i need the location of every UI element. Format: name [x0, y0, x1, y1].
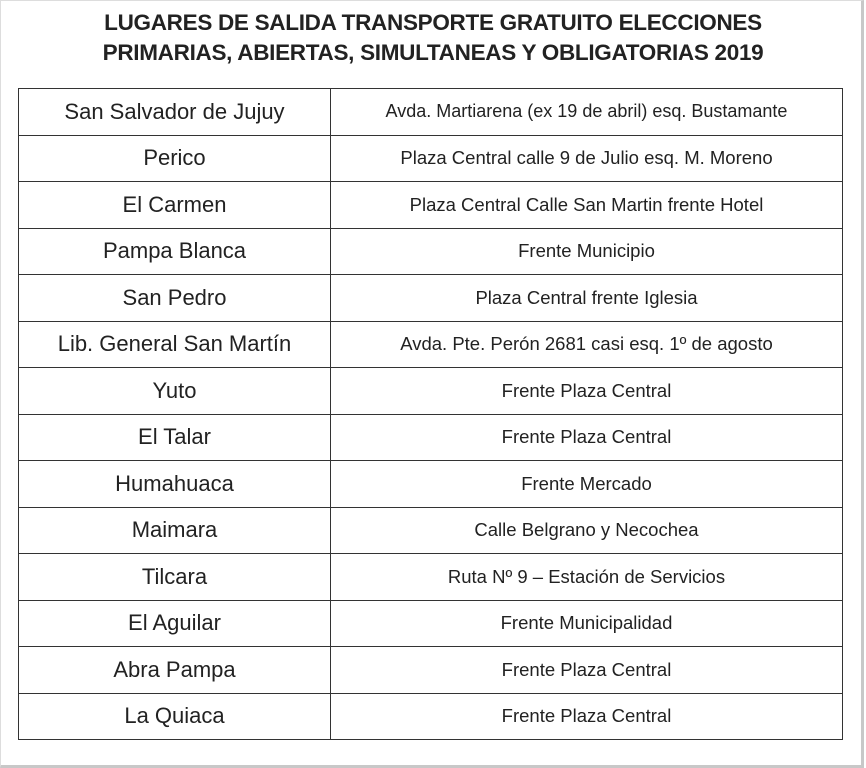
title-line-2: PRIMARIAS, ABIERTAS, SIMULTANEAS Y OBLIGATORIAS 2019: [102, 40, 764, 65]
place-cell: Tilcara: [19, 554, 331, 601]
table-row: [19, 368, 843, 415]
departure-locations-table: [18, 88, 843, 740]
location-cell: Frente Mercado: [331, 461, 843, 508]
location-cell: Plaza Central Calle San Martin frente Hotel: [331, 182, 843, 229]
place-cell: Humahuaca: [19, 461, 331, 508]
location-cell: Frente Plaza Central: [331, 414, 843, 461]
place-cell: Lib. General San Martín: [19, 321, 331, 368]
table-row: [19, 647, 843, 694]
place-cell: El Aguilar: [19, 600, 331, 647]
location-cell: Frente Municipalidad: [331, 600, 843, 647]
document-title: [0, 8, 866, 68]
table-row: [19, 461, 843, 508]
place-cell: El Talar: [19, 414, 331, 461]
location-cell: Plaza Central frente Iglesia: [331, 275, 843, 322]
table-row: [19, 182, 843, 229]
table-row: [19, 600, 843, 647]
location-cell: Avda. Martiarena (ex 19 de abril) esq. Bustamante: [331, 89, 843, 136]
place-cell: San Salvador de Jujuy: [19, 89, 331, 136]
place-cell: Pampa Blanca: [19, 228, 331, 275]
location-cell: Avda. Pte. Perón 2681 casi esq. 1º de agosto: [331, 321, 843, 368]
place-cell: Yuto: [19, 368, 331, 415]
place-cell: San Pedro: [19, 275, 331, 322]
place-cell: Maimara: [19, 507, 331, 554]
title-line-1: LUGARES DE SALIDA TRANSPORTE GRATUITO ELECCIONES: [104, 10, 762, 35]
table-row: [19, 507, 843, 554]
place-cell: Abra Pampa: [19, 647, 331, 694]
location-cell: Plaza Central calle 9 de Julio esq. M. Moreno: [331, 135, 843, 182]
place-cell: El Carmen: [19, 182, 331, 229]
table-row: [19, 414, 843, 461]
location-cell: Frente Municipio: [331, 228, 843, 275]
location-cell: Calle Belgrano y Necochea: [331, 507, 843, 554]
location-cell: Frente Plaza Central: [331, 368, 843, 415]
table-row: [19, 135, 843, 182]
table-row: [19, 693, 843, 740]
place-cell: Perico: [19, 135, 331, 182]
table-row: [19, 554, 843, 601]
location-cell: Ruta Nº 9 – Estación de Servicios: [331, 554, 843, 601]
place-cell: La Quiaca: [19, 693, 331, 740]
location-cell: Frente Plaza Central: [331, 693, 843, 740]
table-row: [19, 275, 843, 322]
table-row: [19, 228, 843, 275]
table-row: [19, 321, 843, 368]
location-cell: Frente Plaza Central: [331, 647, 843, 694]
table-row: [19, 89, 843, 136]
